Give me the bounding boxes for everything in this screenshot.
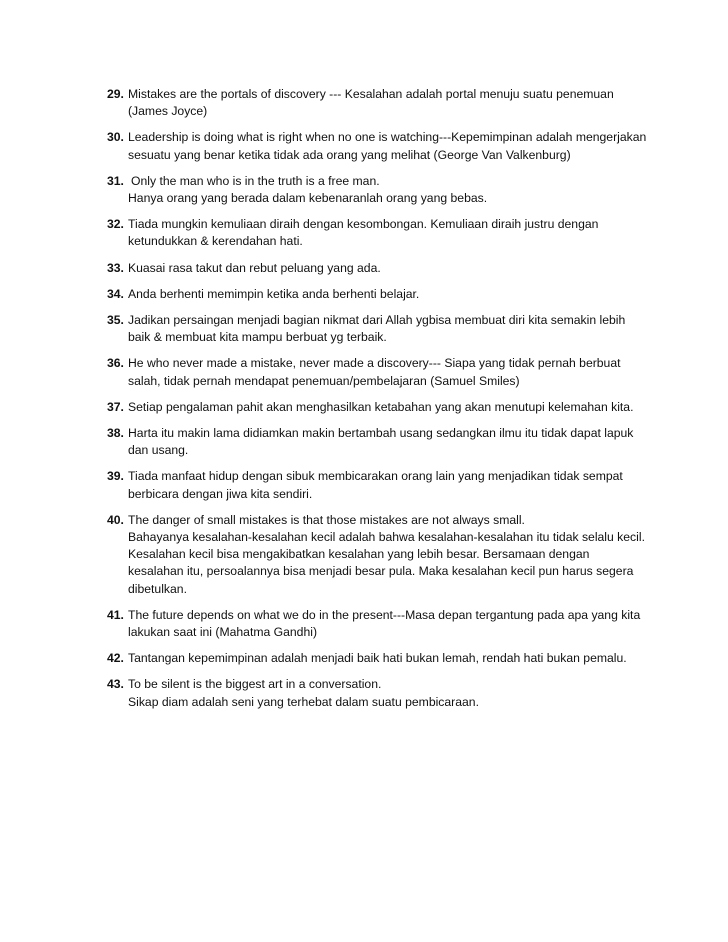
item-line: Leadership is doing what is right when no one is watching---Kepemimpinan adalah mengerjakan sesuatu yang benar ketika tidak ada orang yang melihat (George Van Valkenburg) bbox=[128, 130, 647, 162]
list-item bbox=[107, 286, 647, 303]
list-item bbox=[107, 399, 647, 416]
item-number: 32. bbox=[107, 217, 124, 232]
item-text bbox=[128, 312, 647, 346]
item-text bbox=[128, 676, 647, 710]
item-text bbox=[128, 86, 647, 120]
list-item bbox=[107, 650, 647, 667]
item-text bbox=[128, 216, 647, 250]
item-text bbox=[128, 468, 647, 502]
item-text bbox=[128, 425, 647, 459]
item-line: Hanya orang yang berada dalam kebenaranlah orang yang bebas. bbox=[128, 191, 488, 206]
item-number: 36. bbox=[107, 356, 124, 371]
item-number: 34. bbox=[107, 286, 124, 301]
item-number: 37. bbox=[107, 399, 124, 414]
list-item bbox=[107, 86, 647, 120]
item-line: Anda berhenti memimpin ketika anda berhenti belajar. bbox=[128, 286, 420, 301]
item-number: 33. bbox=[107, 260, 124, 275]
item-line: To be silent is the biggest art in a conversation. bbox=[128, 677, 382, 692]
list-item bbox=[107, 607, 647, 641]
list-item bbox=[107, 260, 647, 277]
item-text bbox=[128, 650, 647, 667]
item-line: Mistakes are the portals of discovery --- Kesalahan adalah portal menuju suatu penemuan (James Joyce) bbox=[128, 87, 614, 119]
document-page bbox=[107, 86, 647, 720]
item-text bbox=[128, 260, 647, 277]
quote-list bbox=[107, 86, 647, 711]
list-item bbox=[107, 312, 647, 346]
item-number: 29. bbox=[107, 87, 124, 101]
item-line: Sikap diam adalah seni yang terhebat dalam suatu pembicaraan. bbox=[128, 694, 479, 709]
item-line: The future depends on what we do in the present---Masa depan tergantung pada apa yang kita lakukan saat ini (Mahatma Gandhi) bbox=[128, 607, 641, 640]
item-text bbox=[128, 286, 647, 303]
item-number: 40. bbox=[107, 512, 124, 527]
item-line: Tantangan kepemimpinan adalah menjadi baik hati bukan lemah, rendah hati bukan pemalu. bbox=[128, 651, 627, 666]
item-line: Bahayanya kesalahan-kesalahan kecil adalah bahwa kesalahan-kesalahan itu tidak selalu kecil. bbox=[128, 530, 645, 545]
item-number: 41. bbox=[107, 607, 124, 622]
item-text bbox=[128, 129, 647, 163]
list-item bbox=[107, 173, 647, 207]
item-line: He who never made a mistake, never made a discovery--- Siapa yang tidak pernah berbuat salah, tidak pernah mendapat penemuan/pembelajaran (Samuel Smiles) bbox=[128, 356, 621, 388]
item-number: 31. bbox=[107, 173, 124, 188]
item-line: Tiada mungkin kemuliaan diraih dengan kesombongan. Kemuliaan diraih justru dengan ketundukkan & kerendahan hati. bbox=[128, 217, 599, 249]
item-number: 43. bbox=[107, 677, 124, 692]
item-text bbox=[128, 399, 647, 416]
item-line: Harta itu makin lama didiamkan makin bertambah usang sedangkan ilmu itu tidak dapat lapuk dan usang. bbox=[128, 426, 634, 458]
list-item bbox=[107, 425, 647, 459]
item-line: Setiap pengalaman pahit akan menghasilkan ketabahan yang akan menutupi kelemahan kita. bbox=[128, 399, 634, 414]
item-line: The danger of small mistakes is that those mistakes are not always small. bbox=[128, 512, 525, 527]
item-number: 30. bbox=[107, 130, 124, 145]
list-item bbox=[107, 355, 647, 389]
item-line: Kesalahan kecil bisa mengakibatkan kesalahan yang lebih besar. Bersamaan dengan kesalahan itu, persoalannya bisa menjadi besar pula. Maka kesalahan kecil pun harus segera dibetulkan. bbox=[128, 547, 634, 596]
item-text bbox=[128, 607, 647, 641]
item-line: Jadikan persaingan menjadi bagian nikmat dari Allah ygbisa membuat diri kita semakin lebih baik & membuat kita mampu berbuat yg terbaik. bbox=[128, 313, 626, 345]
item-line: Tiada manfaat hidup dengan sibuk membicarakan orang lain yang menjadikan tidak sempat berbicara dengan jiwa kita sendiri. bbox=[128, 469, 623, 501]
item-number: 38. bbox=[107, 426, 124, 441]
list-item bbox=[107, 129, 647, 163]
item-number: 35. bbox=[107, 313, 124, 328]
list-item bbox=[107, 216, 647, 250]
item-text bbox=[128, 173, 647, 207]
item-number: 39. bbox=[107, 469, 124, 484]
list-item bbox=[107, 676, 647, 710]
item-line: Only the man who is in the truth is a free man. bbox=[131, 173, 380, 188]
item-number: 42. bbox=[107, 651, 124, 666]
item-line: Kuasai rasa takut dan rebut peluang yang ada. bbox=[128, 260, 381, 275]
list-item bbox=[107, 468, 647, 502]
item-text bbox=[128, 355, 647, 389]
item-text bbox=[128, 512, 647, 598]
list-item bbox=[107, 512, 647, 598]
